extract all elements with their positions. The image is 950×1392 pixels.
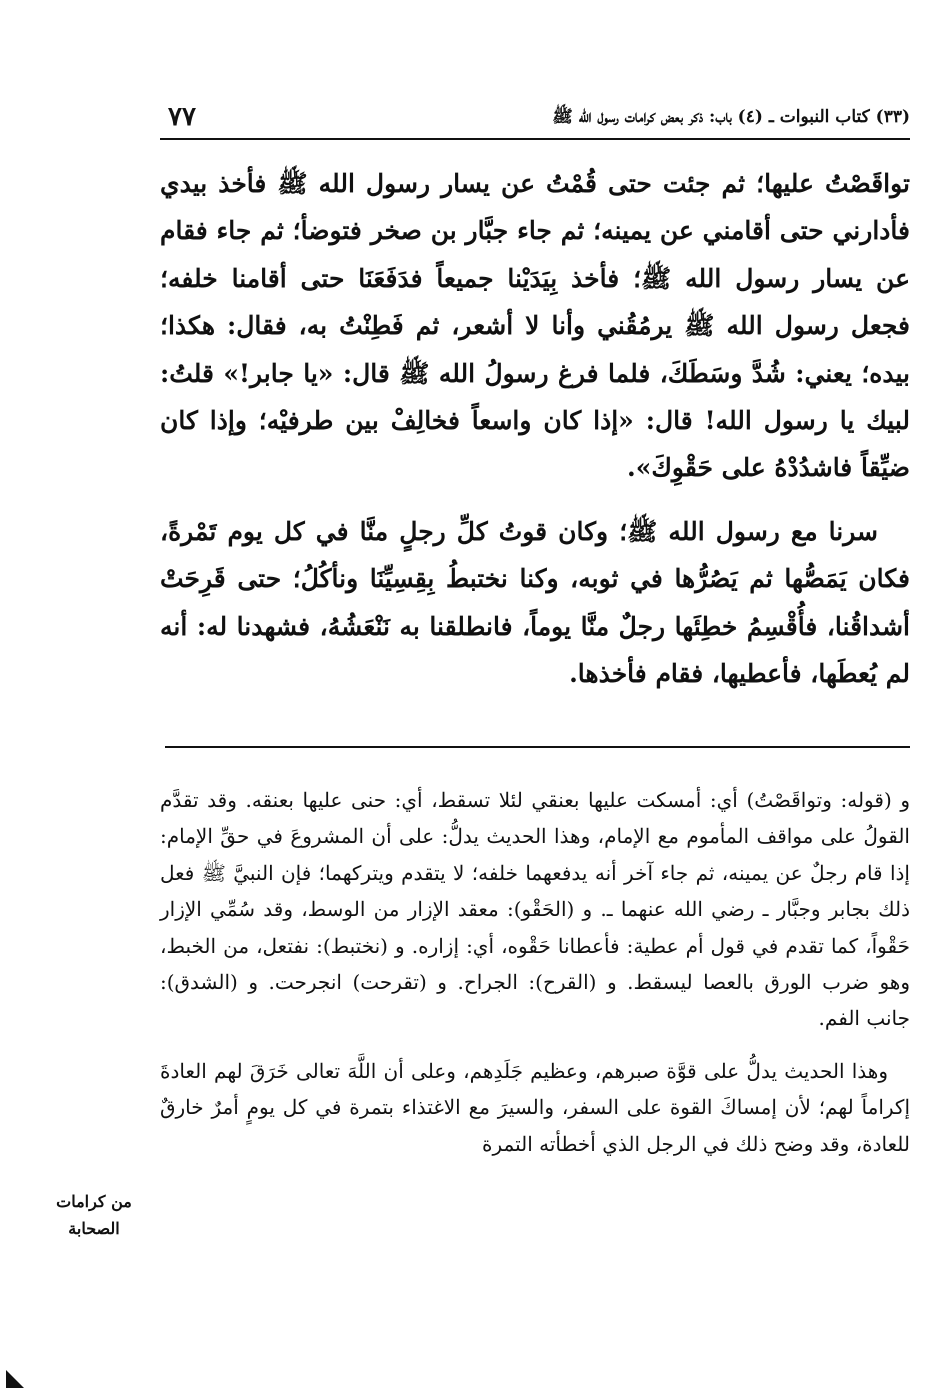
hadith-text — [160, 160, 910, 697]
hadith-paragraph-1: تواقَصْتُ عليها؛ ثم جئت حتى قُمْتُ عن يسار رسول الله ﷺ فأخذ بيدي فأدارني حتى أقامني عن يمينه؛ ثم جاء جبَّار بن صخر فتوضأ؛ ثم جاء فقام عن يسار رسول الله ﷺ؛ فأخذ بِيَدَيْنا جميعاً فدَفَعَنَا حتى أقامنا خلفه؛ فجعل رسول الله ﷺ يرمُقُني وأنا لا أشعر، ثم فَطِنْتُ به، فقال: هكذا؛ بيده؛ يعني: شُدَّ وسَطَكَ، فلما فرغ رسولُ الله ﷺ قال: «يا جابر!» قلتُ: لبيك يا رسول الله! قال: «إذا كان واسعاً فخالِفْ بين طرفيْه؛ وإذا كان ضيِّقاً فاشدُدْهُ على حَقْوِكَ». — [160, 169, 910, 483]
page-number: ٧٧ — [168, 102, 196, 132]
commentary-divider — [165, 746, 910, 748]
page-corner-marker — [6, 1370, 24, 1388]
header-divider — [160, 138, 910, 140]
hadith-paragraph-2: سرنا مع رسول الله ﷺ؛ وكان قوتُ كلِّ رجلٍ منَّا في كل يوم تَمْرةً، فكان يَمَصُّها ثم يَصُرُّها في ثوبه، وكنا نختبطُ بِقِسِيِّنَا ونأكُلُ؛ حتى قَرِحَتْ أشداقُنا، فأُقْسِمُ خطِئَها رجلٌ منَّا يوماً، فانطلقنا به نَنْعَشُهُ، فشهدنا له: أنه لم يُعطَها، فأعطيها، فقام فأخذها. — [160, 516, 910, 689]
commentary-paragraph-2: وهذا الحديث يدلُّ على قوَّة صبرهم، وعظيم جَلَدِهم، وعلى أن اللَّهَ تعالى خَرَقَ لهم العادةَ إكراماً لهم؛ لأن إمساكَ القوة على السفر، والسيرَ مع الاغتذاء بتمرة في كل يومٍ أمرٌ خارقٌ للعادة، وقد وضح ذلك في الرجل الذي أخطأته التمرة — [160, 1058, 910, 1156]
commentary-paragraph-1: و (قوله: وتواقَصْتُ) أي: أمسكت عليها بعنقي لئلا تسقط، أي: حنى عليها بعنقه. وقد تقدَّم القولُ على مواقف المأموم مع الإمام، وهذا الحديث يدلُّ: على أن المشروعَ في حقِّ الإمام: إذا قام رجلٌ عن يمينه، ثم جاء آخر أنه يدفعهما خلفه؛ لا يتقدم ويتركهما؛ فإن النبيَّ ﷺ فعل ذلك بجابر وجبَّار ـ رضي الله عنهما ـ. و (الحَقْو): معقد الإزار من الوسط، وقد سُمِّي الإزار حَقْواً، كما تقدم في قول أم عطية: فأعطانا حَقْوه، أي: إزاره. و (نختبط): نفتعل، من الخبط، وهو ضرب الورق بالعصا ليسقط. و (القرح): الجراح. و (تقرحت) انجرحت. و (الشدق): جانب الفم. — [160, 788, 910, 1031]
running-header-title: (٣٣) كتاب النبوات ـ (٤) باب: ذكر بعض كرامات رسول الله ﷺ — [552, 107, 910, 127]
margin-heading: من كرامات الصحابة — [56, 1192, 132, 1238]
running-header — [160, 98, 910, 142]
commentary-text — [160, 782, 910, 1162]
